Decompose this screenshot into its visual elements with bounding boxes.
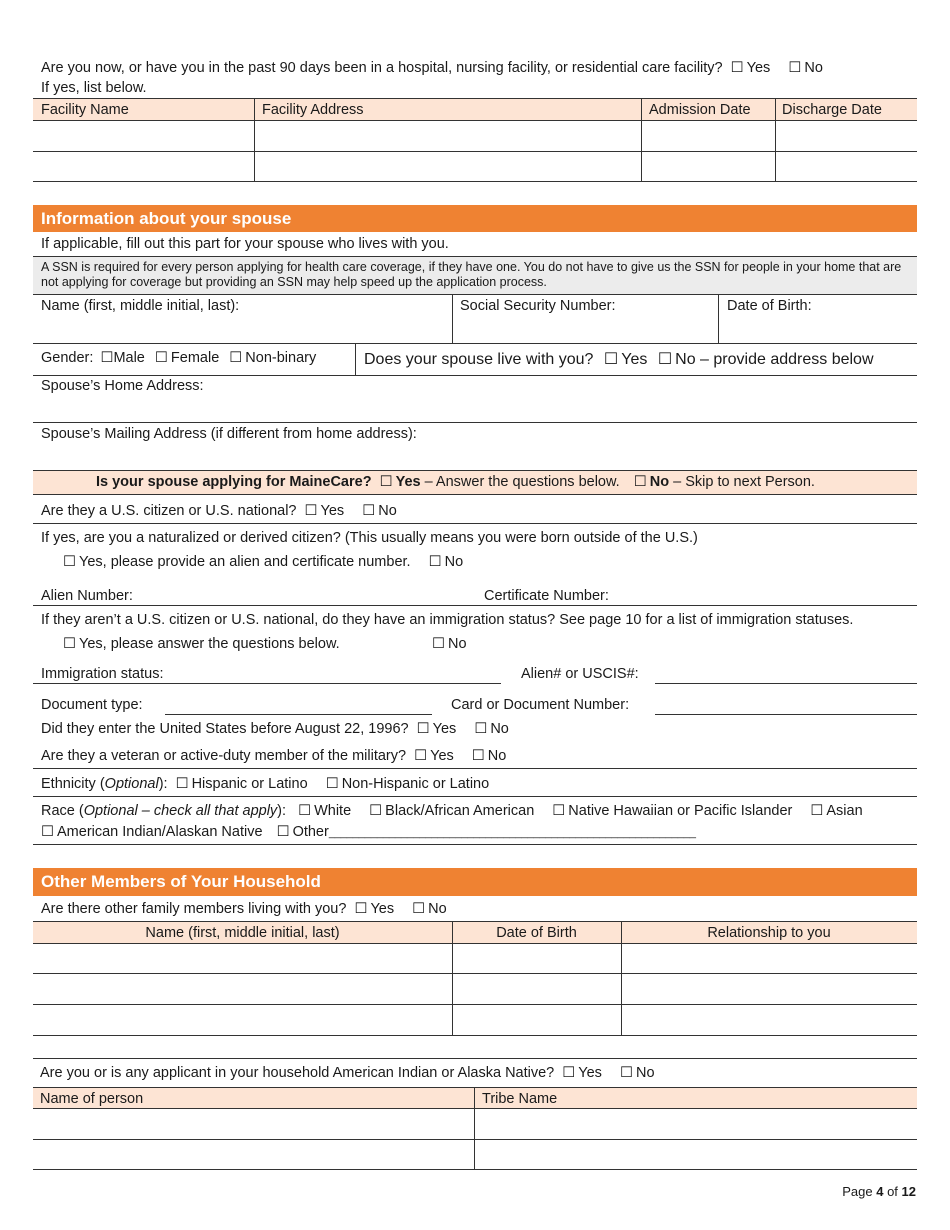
checkbox-icon[interactable]: ☐ bbox=[63, 554, 76, 570]
checkbox-icon[interactable]: ☐ bbox=[414, 748, 428, 764]
household-relationship-cell[interactable] bbox=[622, 974, 916, 1004]
facility-address-cell[interactable] bbox=[255, 152, 641, 181]
checkbox-icon[interactable]: ☐ bbox=[788, 60, 802, 76]
race-row-2: ☐ American Indian/Alaskan Native ☐ Other_____________________________________________________________ bbox=[41, 824, 696, 840]
checkbox-icon[interactable]: ☐ bbox=[100, 350, 114, 366]
facility-admission-cell[interactable] bbox=[642, 152, 775, 181]
checkbox-icon[interactable]: ☐ bbox=[41, 824, 54, 840]
document-type-label: Document type: bbox=[41, 697, 143, 713]
race-other-line[interactable]: _____________________________________________________________ bbox=[328, 827, 696, 839]
checkbox-icon[interactable]: ☐ bbox=[379, 474, 393, 490]
home-address-field[interactable] bbox=[34, 396, 916, 421]
spouse-dob-label: Date of Birth: bbox=[727, 298, 812, 314]
checkbox-icon[interactable]: ☐ bbox=[619, 1065, 633, 1081]
facility-col-admission: Admission Date bbox=[649, 102, 751, 118]
spouse-ssn-field[interactable] bbox=[453, 316, 717, 342]
alien-uscis-line[interactable] bbox=[655, 683, 917, 684]
household-name-cell[interactable] bbox=[34, 1005, 451, 1035]
household-relationship-cell[interactable] bbox=[622, 944, 916, 973]
live-with-row: Does your spouse live with you? ☐ Yes ☐ No – provide address below bbox=[364, 351, 874, 368]
checkbox-icon[interactable]: ☐ bbox=[354, 901, 368, 917]
checkbox-icon[interactable]: ☐ bbox=[428, 554, 442, 570]
facility-col-address: Facility Address bbox=[262, 102, 364, 118]
immigration-question: If they aren’t a U.S. citizen or U.S. national, do they have an immigration status? See page 10 for a list of immigration statuses. bbox=[41, 612, 854, 628]
checkbox-icon[interactable]: ☐ bbox=[276, 824, 290, 840]
facility-admission-cell[interactable] bbox=[642, 121, 775, 151]
native-name-cell[interactable] bbox=[34, 1109, 473, 1139]
checkbox-icon[interactable]: ☐ bbox=[298, 803, 312, 819]
applying-row: Is your spouse applying for MaineCare? ☐ Yes – Answer the questions below. ☐ No – Skip to next Person. bbox=[96, 474, 815, 490]
checkbox-icon[interactable]: ☐ bbox=[229, 350, 243, 366]
checkbox-icon[interactable]: ☐ bbox=[810, 803, 824, 819]
alien-number-label: Alien Number: bbox=[41, 588, 133, 604]
checkbox-icon[interactable]: ☐ bbox=[369, 803, 383, 819]
spouse-intro: If applicable, fill out this part for your spouse who lives with you. bbox=[41, 236, 449, 252]
native-col-tribe: Tribe Name bbox=[482, 1091, 558, 1107]
checkbox-icon[interactable]: ☐ bbox=[412, 901, 426, 917]
facility-list-note: If yes, list below. bbox=[41, 80, 147, 96]
certificate-number-label: Certificate Number: bbox=[484, 588, 609, 604]
household-name-cell[interactable] bbox=[34, 974, 451, 1004]
naturalized-question: If yes, are you a naturalized or derived citizen? (This usually means you were born outside of the U.S.) bbox=[41, 530, 698, 546]
checkbox-icon[interactable]: ☐ bbox=[416, 721, 430, 737]
facility-question: Are you now, or have you in the past 90 days been in a hospital, nursing facility, or residential care facility? ☐ Yes ☐ No bbox=[41, 60, 823, 76]
veteran-row: Are they a veteran or active-duty member of the military? ☐ Yes ☐ No bbox=[41, 748, 507, 764]
native-question-row: Are you or is any applicant in your household American Indian or Alaska Native? ☐ Yes ☐ No bbox=[40, 1065, 655, 1081]
immigration-status-line[interactable] bbox=[33, 683, 501, 684]
checkbox-icon[interactable]: ☐ bbox=[552, 803, 566, 819]
household-dob-cell[interactable] bbox=[453, 944, 620, 973]
document-type-line[interactable] bbox=[165, 714, 432, 715]
spouse-section-heading: Information about your spouse bbox=[33, 205, 917, 232]
facility-name-cell[interactable] bbox=[34, 152, 254, 181]
household-relationship-cell[interactable] bbox=[622, 1005, 916, 1035]
household-col-name: Name (first, middle initial, last) bbox=[145, 925, 340, 941]
spouse-name-label: Name (first, middle initial, last): bbox=[41, 298, 240, 314]
home-address-label: Spouse’s Home Address: bbox=[41, 378, 204, 394]
ssn-note: A SSN is required for every person applying for health care coverage, if they have one. You do not have to give us the SSN for people in your home that are not applying for coverage but providing an SSN may help speed up the application process. bbox=[41, 260, 902, 289]
native-tribe-cell[interactable] bbox=[475, 1140, 916, 1169]
entered-row: Did they enter the United States before August 22, 1996? ☐ Yes ☐ No bbox=[41, 721, 509, 737]
spouse-dob-field[interactable] bbox=[719, 316, 916, 342]
facility-col-name: Facility Name bbox=[41, 102, 129, 118]
gender-row: Gender: ☐Male ☐ Female ☐ Non-binary bbox=[41, 350, 317, 366]
household-section-heading: Other Members of Your Household bbox=[33, 868, 917, 896]
checkbox-icon[interactable]: ☐ bbox=[325, 776, 339, 792]
checkbox-icon[interactable]: ☐ bbox=[154, 350, 168, 366]
checkbox-icon[interactable]: ☐ bbox=[63, 636, 76, 652]
checkbox-icon[interactable]: ☐ bbox=[175, 776, 189, 792]
page-number: Page 4 of 12 bbox=[842, 1184, 916, 1199]
checkbox-icon[interactable]: ☐ bbox=[362, 503, 376, 519]
facility-name-cell[interactable] bbox=[34, 121, 254, 151]
checkbox-icon[interactable]: ☐ bbox=[432, 636, 445, 652]
card-number-line[interactable] bbox=[655, 714, 917, 715]
checkbox-icon[interactable]: ☐ bbox=[474, 721, 488, 737]
checkbox-icon[interactable]: ☐ bbox=[633, 474, 647, 490]
facility-no-label: No bbox=[804, 60, 823, 76]
facility-discharge-cell[interactable] bbox=[776, 121, 916, 151]
native-col-name: Name of person bbox=[40, 1091, 144, 1107]
spouse-ssn-label: Social Security Number: bbox=[460, 298, 616, 314]
citizen-row: Are they a U.S. citizen or U.S. national? ☐ Yes ☐ No bbox=[41, 503, 397, 519]
checkbox-icon[interactable]: ☐ bbox=[562, 1065, 576, 1081]
household-question-row: Are there other family members living with you? ☐ Yes ☐ No bbox=[41, 901, 447, 917]
checkbox-icon[interactable]: ☐ bbox=[471, 748, 485, 764]
alien-uscis-label: Alien# or USCIS#: bbox=[521, 666, 639, 682]
household-col-dob: Date of Birth bbox=[496, 925, 577, 941]
household-dob-cell[interactable] bbox=[453, 1005, 620, 1035]
immigration-status-label: Immigration status: bbox=[41, 666, 164, 682]
facility-discharge-cell[interactable] bbox=[776, 152, 916, 181]
naturalized-options: ☐ Yes, please provide an alien and certificate number. ☐ No bbox=[63, 554, 464, 570]
checkbox-icon[interactable]: ☐ bbox=[657, 351, 673, 368]
checkbox-icon[interactable]: ☐ bbox=[603, 351, 619, 368]
spouse-name-field[interactable] bbox=[34, 316, 450, 342]
immigration-options: ☐ Yes, please answer the questions below. bbox=[63, 636, 340, 652]
checkbox-icon[interactable]: ☐ bbox=[304, 503, 318, 519]
facility-address-cell[interactable] bbox=[255, 121, 641, 151]
mailing-address-field[interactable] bbox=[34, 444, 916, 469]
household-dob-cell[interactable] bbox=[453, 974, 620, 1004]
mailing-address-label: Spouse’s Mailing Address (if different from home address): bbox=[41, 426, 417, 442]
household-col-relationship: Relationship to you bbox=[707, 925, 831, 941]
native-tribe-cell[interactable] bbox=[475, 1109, 916, 1139]
ethnicity-row: Ethnicity (Optional): ☐ Hispanic or Latino ☐ Non-Hispanic or Latino bbox=[41, 776, 490, 792]
checkbox-icon[interactable]: ☐ bbox=[730, 60, 744, 76]
facility-yes-label: Yes bbox=[746, 60, 771, 76]
native-name-cell[interactable] bbox=[34, 1140, 473, 1169]
immigration-no-option: ☐ No bbox=[432, 636, 467, 652]
race-row: Race (Optional – check all that apply): ☐ White ☐ Black/African American ☐ Native Hawaiian or Pacific Islander ☐ Asian bbox=[41, 803, 863, 819]
card-number-label: Card or Document Number: bbox=[451, 697, 630, 713]
household-name-cell[interactable] bbox=[34, 944, 451, 973]
facility-col-discharge: Discharge Date bbox=[782, 102, 882, 118]
